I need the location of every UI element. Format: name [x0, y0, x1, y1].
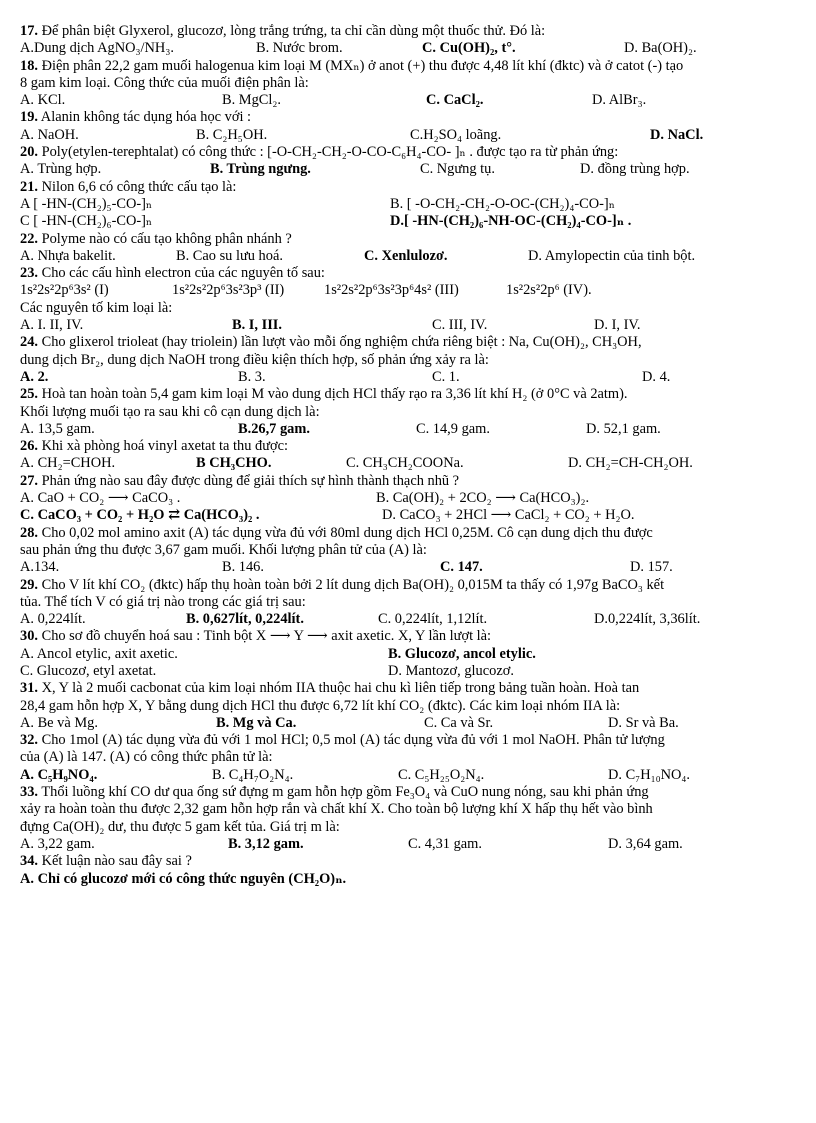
question-number: 24.: [20, 334, 38, 351]
answer-option: C. 4,31 gam.: [408, 835, 482, 852]
question-text: tủa. Thể tích V có giá trị nào trong các giá trị sau:: [20, 593, 306, 610]
answer-options-line: [20, 162, 806, 179]
question-text-line: [20, 405, 806, 422]
question-line: [20, 266, 806, 283]
answer-option: C. Glucozơ, etyl axetat.: [20, 662, 157, 679]
answer-option: A.Dung dịch AgNO₃/NH₃.: [20, 40, 174, 57]
answer-option: C. Xenlulozơ.: [364, 247, 448, 264]
question-text-line: [20, 543, 806, 560]
question-line: [20, 387, 806, 404]
answer-option: A. Be và Mg.: [20, 714, 98, 731]
question-text: Nilon 6,6 có công thức cấu tạo là:: [38, 178, 237, 195]
answer-option: A. 13,5 gam.: [20, 420, 95, 437]
question-line: [20, 854, 806, 871]
answer-option: C. CaCO₃ + CO₂ + H₂O ⇄ Ca(HCO₃)₂ .: [20, 507, 260, 524]
answer-options-line: [20, 612, 806, 629]
answer-options-line: [20, 214, 806, 231]
question-number: 21.: [20, 178, 38, 195]
question-text: của (A) là 147. (A) có công thức phân tử là:: [20, 749, 273, 766]
answer-options-line: [20, 872, 806, 889]
question-number: 34.: [20, 853, 38, 870]
answer-option: C. Ca và Sr.: [424, 714, 494, 731]
question-text-line: [20, 802, 806, 819]
question-line: [20, 474, 806, 491]
answer-options-line: [20, 93, 806, 110]
answer-option: C. III, IV.: [432, 317, 488, 334]
answer-options-line: [20, 508, 806, 525]
answer-option: D. 52,1 gam.: [586, 420, 661, 437]
answer-option: A. CaO + CO₂ ⟶ CaCO₃ .: [20, 490, 181, 507]
answer-option: 1s²2s²2p⁶3s²3p⁶4s² (III): [324, 282, 459, 299]
question-number: 29.: [20, 576, 38, 593]
answer-options-line: [20, 197, 806, 214]
question-line: [20, 145, 806, 162]
question-text: xảy ra hoàn toàn thu được 2,32 gam hỗn hợp rắn và chất khí X. Cho toàn bộ lượng khí X hấp thụ hết vào bình: [20, 801, 653, 818]
question-text: Điện phân 22,2 gam muối halogenua kim loại M (MXₙ) ở anot (+) thu được 4,48 lít khí (đktc) và ở catot (-) tạo: [38, 57, 684, 74]
question-text: 28,4 gam hỗn hợp X, Y bằng dung dịch HCl thu được 6,72 lít khí CO₂ (đktc). Các kim loại nhóm IIA là:: [20, 697, 621, 714]
question-number: 20.: [20, 144, 38, 161]
question-text-line: [20, 750, 806, 767]
answer-option: A. Trùng hợp.: [20, 161, 102, 178]
answer-option: D. Mantozơ, glucozơ.: [388, 662, 514, 679]
answer-option: A. CH₂=CHOH.: [20, 455, 116, 472]
answer-option: C. CaCl₂.: [426, 92, 484, 109]
answer-option: B. 146.: [222, 559, 264, 576]
question-line: [20, 335, 806, 352]
question-line: [20, 24, 806, 41]
question-text: Cho 1mol (A) tác dụng vừa đủ với 1 mol HCl; 0,5 mol (A) tác dụng vừa đủ với 1 mol NaOH. Phân tử lượng: [38, 732, 665, 749]
question-number: 31.: [20, 680, 38, 697]
question-line: [20, 59, 806, 76]
answer-option: C. 14,9 gam.: [416, 420, 490, 437]
answer-option: D.[ -HN-(CH₂)₆-NH-OC-(CH₂)₄-CO-]ₙ .: [390, 213, 632, 230]
answer-option: C. 147.: [440, 559, 483, 576]
question-number: 30.: [20, 628, 38, 645]
answer-option: B. Cao su lưu hoá.: [176, 247, 283, 264]
question-text-line: [20, 76, 806, 93]
question-number: 25.: [20, 386, 38, 403]
answer-option: A [ -HN-(CH₂)₅-CO-]ₙ: [20, 195, 153, 212]
answer-option: D. Amylopectin của tinh bột.: [528, 247, 696, 264]
answer-options-line: [20, 647, 806, 664]
answer-option: C.H₂SO₄ loãng.: [410, 126, 502, 143]
answer-option: C. Cu(OH)₂, t°.: [422, 40, 516, 57]
answer-option: A. Ancol etylic, axit axetic.: [20, 645, 178, 662]
answer-option: D. Sr và Ba.: [608, 714, 679, 731]
question-line: [20, 578, 806, 595]
answer-options-line: [20, 370, 806, 387]
question-line: [20, 439, 806, 456]
question-number: 17.: [20, 23, 38, 39]
question-text: Poly(etylen-terephtalat) có công thức : [-O-CH₂-CH₂-O-CO-C₆H₄-CO- ]ₙ . được tạo ra từ phản ứng:: [38, 144, 619, 161]
answer-options-line: [20, 837, 806, 854]
question-text: Thổi luồng khí CO dư qua ống sứ đựng m gam hỗn hợp gồm Fe₃O₄ và CuO nung nóng, sau khi phản ứng: [38, 784, 649, 801]
answer-option: D. CaCO₃ + 2HCl ⟶ CaCl₂ + CO₂ + H₂O.: [382, 507, 635, 524]
answer-option: B CH₃CHO.: [196, 455, 272, 472]
answer-option: B. 3,12 gam.: [228, 835, 304, 852]
question-line: [20, 110, 806, 127]
question-text-line: [20, 699, 806, 716]
answer-option: D. đồng trùng hợp.: [580, 161, 690, 178]
answer-option: C. 0,224lít, 1,12lít.: [378, 611, 488, 628]
answer-option: 1s²2s²2p⁶3s²3p³ (II): [172, 282, 285, 299]
question-number: 33.: [20, 784, 38, 801]
question-text: Cho sơ đồ chuyển hoá sau : Tinh bột X ⟶ Y ⟶ axit axetic. X, Y lần lượt là:: [38, 628, 492, 645]
answer-option: D. NaCl.: [650, 126, 704, 143]
answer-option: D. Ba(OH)₂.: [624, 40, 697, 57]
question-text: Cho glixerol trioleat (hay triolein) lần lượt vào mỗi ống nghiệm chứa riêng biệt : Na, Cu(OH)₂, CH₃OH,: [38, 334, 642, 351]
answer-option: A. I. II, IV.: [20, 317, 84, 334]
question-line: [20, 180, 806, 197]
answer-option: B. Glucozơ, ancol etylic.: [388, 645, 536, 662]
answer-option: B.26,7 gam.: [238, 420, 310, 437]
question-text: Hoà tan hoàn toàn 5,4 gam kim loại M vào dung dịch HCl thấy rạo ra 3,36 lít khí H₂ (ở 0°C và 2atm).: [38, 386, 628, 403]
question-text: Khối lượng muối tạo ra sau khi cô cạn dung dịch là:: [20, 403, 320, 420]
answer-option: A. NaOH.: [20, 126, 79, 143]
answer-option: A. 0,224lít.: [20, 611, 86, 628]
answer-option: D. AlBr₃.: [592, 92, 647, 109]
answer-option: C. Ngưng tụ.: [420, 161, 495, 178]
question-number: 22.: [20, 230, 38, 247]
answer-option: D. 157.: [630, 559, 673, 576]
answer-options-line: [20, 249, 806, 266]
question-text: Polyme nào có cấu tạo không phân nhánh ?: [38, 230, 292, 247]
answer-option: D.0,224lít, 3,36lít.: [594, 611, 701, 628]
answer-option: A. 2.: [20, 368, 49, 385]
question-text-line: [20, 301, 806, 318]
answer-options-line: [20, 560, 806, 577]
answer-option: A. C₅H₉NO₄.: [20, 766, 98, 783]
question-text: dung dịch Br₂, dung dịch NaOH trong điều kiện thích hợp, số phản ứng xảy ra là:: [20, 351, 489, 368]
question-number: 26.: [20, 438, 38, 455]
question-text: sau phản ứng thu được 3,67 gam muối. Khối lượng phân tử của (A) là:: [20, 541, 427, 558]
question-text-line: [20, 353, 806, 370]
answer-options-line: [20, 456, 806, 473]
answer-option: B. MgCl₂.: [222, 92, 281, 109]
question-text: 8 gam kim loại. Công thức của muối điện phân là:: [20, 74, 309, 91]
answer-option: B. 0,627lít, 0,224lít.: [186, 611, 304, 628]
answer-option: B. C₄H₇O₂N₄.: [212, 766, 294, 783]
answer-options-line: [20, 128, 806, 145]
question-line: [20, 629, 806, 646]
answer-options-line: [20, 422, 806, 439]
answer-option: B. C₂H₅OH.: [196, 126, 268, 143]
answer-option: C. CH₃CH₂COONa.: [346, 455, 464, 472]
answer-option: 1s²2s²2p⁶ (IV).: [506, 282, 592, 299]
answer-option: D. 4.: [642, 368, 671, 385]
question-text: Kết luận nào sau đây sai ?: [38, 853, 192, 870]
question-text-line: [20, 820, 806, 837]
answer-option: B. Ca(OH)₂ + 2CO₂ ⟶ Ca(HCO₃)₂.: [376, 490, 590, 507]
answer-option: A. Chỉ có glucozơ mới có công thức nguyên (CH₂O)ₙ.: [20, 870, 347, 887]
answer-option: C. C₅H₂₅O₂N₄.: [398, 766, 485, 783]
answer-option: D. I, IV.: [594, 317, 641, 334]
answer-option: D. 3,64 gam.: [608, 835, 683, 852]
answer-options-line: [20, 41, 806, 58]
answer-option: B. Nước brom.: [256, 40, 343, 57]
answer-option: A. KCl.: [20, 92, 66, 109]
question-line: [20, 785, 806, 802]
question-number: 28.: [20, 524, 38, 541]
question-line: [20, 526, 806, 543]
question-text: đựng Ca(OH)₂ dư, thu được 5 gam kết tủa. Giá trị m là:: [20, 818, 340, 835]
question-text: Để phân biệt Glyxerol, glucozơ, lòng trắng trứng, ta chỉ cần dùng một thuốc thử. Đó là:: [38, 23, 546, 39]
question-text-line: [20, 595, 806, 612]
question-text: Cho các cấu hình electron của các nguyên tố sau:: [38, 265, 325, 282]
answer-options-line: [20, 664, 806, 681]
answer-option: D. C₇H₁₀NO₄.: [608, 766, 691, 783]
answer-options-line: [20, 318, 806, 335]
question-number: 18.: [20, 57, 38, 74]
answer-options-line: [20, 768, 806, 785]
answer-option: 1s²2s²2p⁶3s² (I): [20, 282, 109, 299]
answer-options-line: [20, 491, 806, 508]
answer-option: B. Mg và Ca.: [216, 714, 297, 731]
answer-option: C. 1.: [432, 368, 460, 385]
answer-option: B. Trùng ngưng.: [210, 161, 311, 178]
question-text: Cho 0,02 mol amino axit (A) tác dụng vừa đủ với 80ml dung dịch HCl 0,25M. Cô cạn dung dịch thu được: [38, 524, 653, 541]
question-number: 27.: [20, 472, 38, 489]
question-line: [20, 681, 806, 698]
question-text: X, Y là 2 muối cacbonat của kim loại nhóm IIA thuộc hai chu kì liên tiếp trong bảng tuần hoàn. Hoà tan: [38, 680, 640, 697]
question-number: 32.: [20, 732, 38, 749]
answer-option: A. Nhựa bakelit.: [20, 247, 116, 264]
answer-option: A.134.: [20, 559, 60, 576]
question-text: Các nguyên tố kim loại là:: [20, 299, 173, 316]
question-line: [20, 232, 806, 249]
question-line: [20, 733, 806, 750]
question-text: Phản ứng nào sau đây được dùng để giải thích sự hình thành thạch nhũ ?: [38, 472, 460, 489]
answer-option: D. CH₂=CH-CH₂OH.: [568, 455, 693, 472]
question-text: Cho V lít khí CO₂ (đktc) hấp thụ hoàn toàn bởi 2 lít dung dịch Ba(OH)₂ 0,015M ta thấy có 1,97g BaCO₃ kết: [38, 576, 665, 593]
question-number: 23.: [20, 265, 38, 282]
question-number: 19.: [20, 109, 38, 126]
question-text: Alanin không tác dụng hóa học với :: [38, 109, 252, 126]
answer-option: A. 3,22 gam.: [20, 835, 95, 852]
answer-option: B. I, III.: [232, 317, 282, 334]
question-text: Khi xà phòng hoá vinyl axetat ta thu được:: [38, 438, 289, 455]
answer-option: B. [ -O-CH₂-CH₂-O-OC-(CH₂)₄-CO-]ₙ: [390, 195, 615, 212]
answer-option: B. 3.: [238, 368, 266, 385]
answer-option: C [ -HN-(CH₂)₆-CO-]ₙ: [20, 213, 153, 230]
answer-options-line: [20, 283, 806, 300]
answer-options-line: [20, 716, 806, 733]
